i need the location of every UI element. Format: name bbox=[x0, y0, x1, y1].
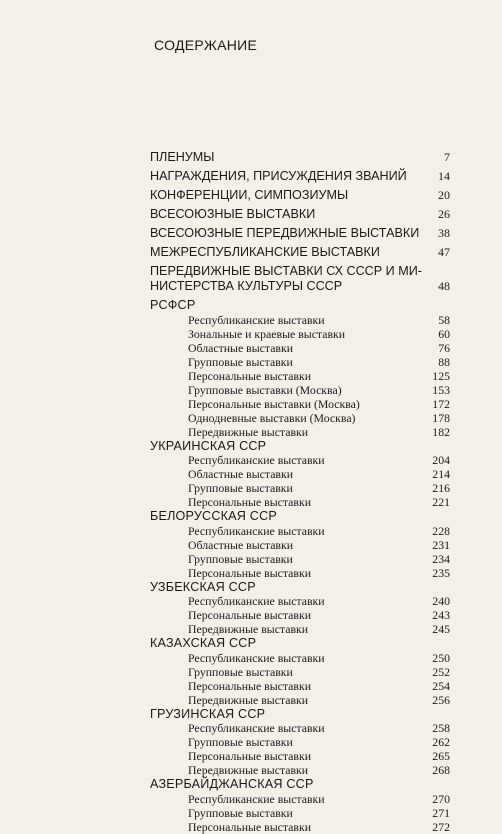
entry-title: Областные выставки bbox=[188, 537, 294, 552]
toc-sub-entry[interactable] bbox=[150, 749, 450, 763]
entry-title: ПЕРЕДВИЖНЫЕ ВЫСТАВКИ СХ СССР И МИ- НИСТЕРСТВА КУЛЬТУРЫ СССР bbox=[150, 264, 422, 293]
page-number: 272 bbox=[432, 819, 450, 834]
toc-sub-entry[interactable] bbox=[150, 481, 450, 495]
page-number: 252 bbox=[432, 664, 450, 679]
entry-title: Групповые выставки bbox=[188, 481, 293, 495]
page-number: 214 bbox=[432, 467, 450, 481]
toc-sub-entry[interactable] bbox=[150, 538, 450, 552]
page-number: 7 bbox=[444, 150, 450, 164]
toc-entry-interrepublican[interactable] bbox=[150, 245, 450, 260]
page-number: 172 bbox=[432, 396, 450, 411]
entry-title: ПЛЕНУМЫ bbox=[150, 150, 215, 164]
toc-entry-conferences[interactable] bbox=[150, 188, 450, 203]
toc-sub-entry[interactable] bbox=[150, 495, 450, 509]
region-heading: РСФСР bbox=[150, 298, 196, 312]
entry-title: Персональные выставки bbox=[188, 678, 312, 693]
entry-title: Передвижные выставки bbox=[188, 763, 309, 777]
entry-title: НАГРАЖДЕНИЯ, ПРИСУЖДЕНИЯ ЗВАНИЙ bbox=[150, 169, 407, 183]
page-number: 221 bbox=[432, 495, 450, 509]
page-number: 125 bbox=[432, 368, 450, 383]
page-number: 204 bbox=[432, 453, 450, 467]
toc-sub-entry[interactable] bbox=[150, 425, 450, 439]
entry-title: ВСЕСОЮЗНЫЕ ВЫСТАВКИ bbox=[150, 207, 316, 221]
toc-entry-awards[interactable] bbox=[150, 169, 450, 184]
entry-title: Зональные и краевые выставки bbox=[188, 326, 346, 341]
page-number: 240 bbox=[432, 594, 450, 608]
region-heading: УКРАИНСКАЯ ССР bbox=[150, 438, 267, 453]
toc-sub-entry[interactable] bbox=[150, 608, 450, 622]
entry-title: Передвижные выставки bbox=[188, 424, 309, 439]
toc-sub-entry[interactable] bbox=[150, 820, 450, 834]
page-number: 265 bbox=[432, 749, 450, 763]
page-number: 234 bbox=[432, 551, 450, 566]
page-number: 216 bbox=[432, 481, 450, 495]
entry-title: Групповые выставки (Москва) bbox=[188, 382, 342, 397]
toc-sub-entry[interactable] bbox=[150, 806, 450, 820]
toc-sub-entry[interactable] bbox=[150, 665, 450, 679]
page-number: 243 bbox=[432, 608, 450, 622]
page-number: 271 bbox=[432, 805, 450, 820]
page-number: 60 bbox=[438, 326, 450, 341]
page-number: 228 bbox=[432, 523, 450, 538]
entry-title: Республиканские выставки bbox=[188, 721, 325, 735]
toc-sub-entry[interactable] bbox=[150, 453, 450, 467]
toc-sub-entry[interactable] bbox=[150, 524, 450, 538]
entry-title: Групповые выставки bbox=[188, 354, 293, 369]
entry-title: Областные выставки bbox=[188, 467, 294, 481]
toc-sub-entry[interactable] bbox=[150, 397, 450, 411]
page-number: 47 bbox=[438, 245, 450, 259]
entry-title: Республиканские выставки bbox=[188, 594, 325, 608]
page-number: 262 bbox=[432, 735, 450, 749]
entry-title: Групповые выставки bbox=[188, 551, 293, 566]
region-heading: УЗБЕКСКАЯ ССР bbox=[150, 579, 256, 594]
page-number: 256 bbox=[432, 692, 450, 707]
entry-title: Передвижные выставки bbox=[188, 692, 309, 707]
entry-title: Групповые выставки bbox=[188, 805, 293, 820]
toc-sub-entry[interactable] bbox=[150, 651, 450, 665]
entry-title: Передвижные выставки bbox=[188, 622, 309, 636]
toc-sub-entry[interactable] bbox=[150, 327, 450, 341]
entry-title: Республиканские выставки bbox=[188, 523, 325, 538]
page-number: 235 bbox=[432, 565, 450, 580]
entry-title: Персональные выставки bbox=[188, 608, 312, 622]
page-number: 153 bbox=[432, 382, 450, 397]
entry-title: МЕЖРЕСПУБЛИКАНСКИЕ ВЫСТАВКИ bbox=[150, 245, 380, 259]
toc-sub-entry[interactable] bbox=[150, 792, 450, 806]
entry-title: ВСЕСОЮЗНЫЕ ПЕРЕДВИЖНЫЕ ВЫСТАВКИ bbox=[150, 226, 420, 240]
toc-sub-entry[interactable] bbox=[150, 355, 450, 369]
page-number: 38 bbox=[438, 226, 450, 240]
entry-title: Групповые выставки bbox=[188, 735, 293, 749]
toc-entry-all-union-exhibitions[interactable] bbox=[150, 207, 450, 222]
toc-sub-entry[interactable] bbox=[150, 721, 450, 735]
toc-sub-entry[interactable] bbox=[150, 622, 450, 636]
entry-title: Персональные выставки bbox=[188, 495, 312, 509]
entry-title: Персональные выставки bbox=[188, 565, 312, 580]
toc-sub-entry[interactable] bbox=[150, 341, 450, 355]
page-number: 88 bbox=[438, 354, 450, 369]
page-number: 254 bbox=[432, 678, 450, 693]
toc-sub-entry[interactable] bbox=[150, 594, 450, 608]
page-number: 20 bbox=[438, 188, 450, 202]
page-title: СОДЕРЖАНИЕ bbox=[154, 37, 258, 53]
toc-sub-entry[interactable] bbox=[150, 383, 450, 397]
region-heading: КАЗАХСКАЯ ССР bbox=[150, 636, 257, 650]
page-number: 258 bbox=[432, 721, 450, 735]
toc-entry-traveling-ministry[interactable] bbox=[150, 264, 450, 294]
page-number: 178 bbox=[432, 410, 450, 425]
page-number: 26 bbox=[438, 207, 450, 221]
entry-title: Однодневные выставки (Москва) bbox=[188, 410, 356, 425]
page-number: 250 bbox=[432, 650, 450, 665]
entry-title: Республиканские выставки bbox=[188, 453, 325, 467]
regions-list bbox=[150, 298, 450, 834]
page-number: 58 bbox=[438, 312, 450, 327]
entry-title: Республиканские выставки bbox=[188, 791, 325, 806]
toc-entry-all-union-traveling[interactable] bbox=[150, 226, 450, 241]
page-number: 245 bbox=[432, 622, 450, 636]
toc-sub-entry[interactable] bbox=[150, 552, 450, 566]
region-heading: ГРУЗИНСКАЯ ССР bbox=[150, 706, 266, 721]
entry-title: Республиканские выставки bbox=[188, 650, 325, 665]
entry-title: Персональные выставки bbox=[188, 819, 312, 834]
toc-sub-entry[interactable] bbox=[150, 411, 450, 425]
table-of-contents bbox=[150, 150, 450, 834]
toc-sub-entry[interactable] bbox=[150, 763, 450, 777]
entry-title: Групповые выставки bbox=[188, 664, 293, 679]
toc-sub-entry[interactable] bbox=[150, 313, 450, 327]
page-number: 182 bbox=[432, 424, 450, 439]
toc-sub-entry[interactable] bbox=[150, 467, 450, 481]
entry-title: Персональные выставки (Москва) bbox=[188, 396, 360, 411]
toc-sub-entry[interactable] bbox=[150, 735, 450, 749]
page-number: 270 bbox=[432, 791, 450, 806]
toc-sub-entry[interactable] bbox=[150, 693, 450, 707]
page-number: 268 bbox=[432, 763, 450, 777]
region-heading: АЗЕРБАЙДЖАНСКАЯ ССР bbox=[150, 777, 314, 791]
entry-title: Республиканские выставки bbox=[188, 312, 325, 327]
page-number: 48 bbox=[438, 279, 450, 293]
region-heading: БЕЛОРУССКАЯ ССР bbox=[150, 509, 277, 523]
toc-sub-entry[interactable] bbox=[150, 369, 450, 383]
toc-sub-entry[interactable] bbox=[150, 566, 450, 580]
entry-title: Персональные выставки bbox=[188, 749, 312, 763]
entry-title: КОНФЕРЕНЦИИ, СИМПОЗИУМЫ bbox=[150, 188, 349, 202]
page-number: 14 bbox=[438, 169, 450, 183]
toc-sub-entry[interactable] bbox=[150, 679, 450, 693]
entry-title: Областные выставки bbox=[188, 340, 294, 355]
page-number: 76 bbox=[438, 340, 450, 355]
toc-entry-plenums[interactable] bbox=[150, 150, 450, 165]
page-number: 231 bbox=[432, 537, 450, 552]
entry-title: Персональные выставки bbox=[188, 368, 312, 383]
